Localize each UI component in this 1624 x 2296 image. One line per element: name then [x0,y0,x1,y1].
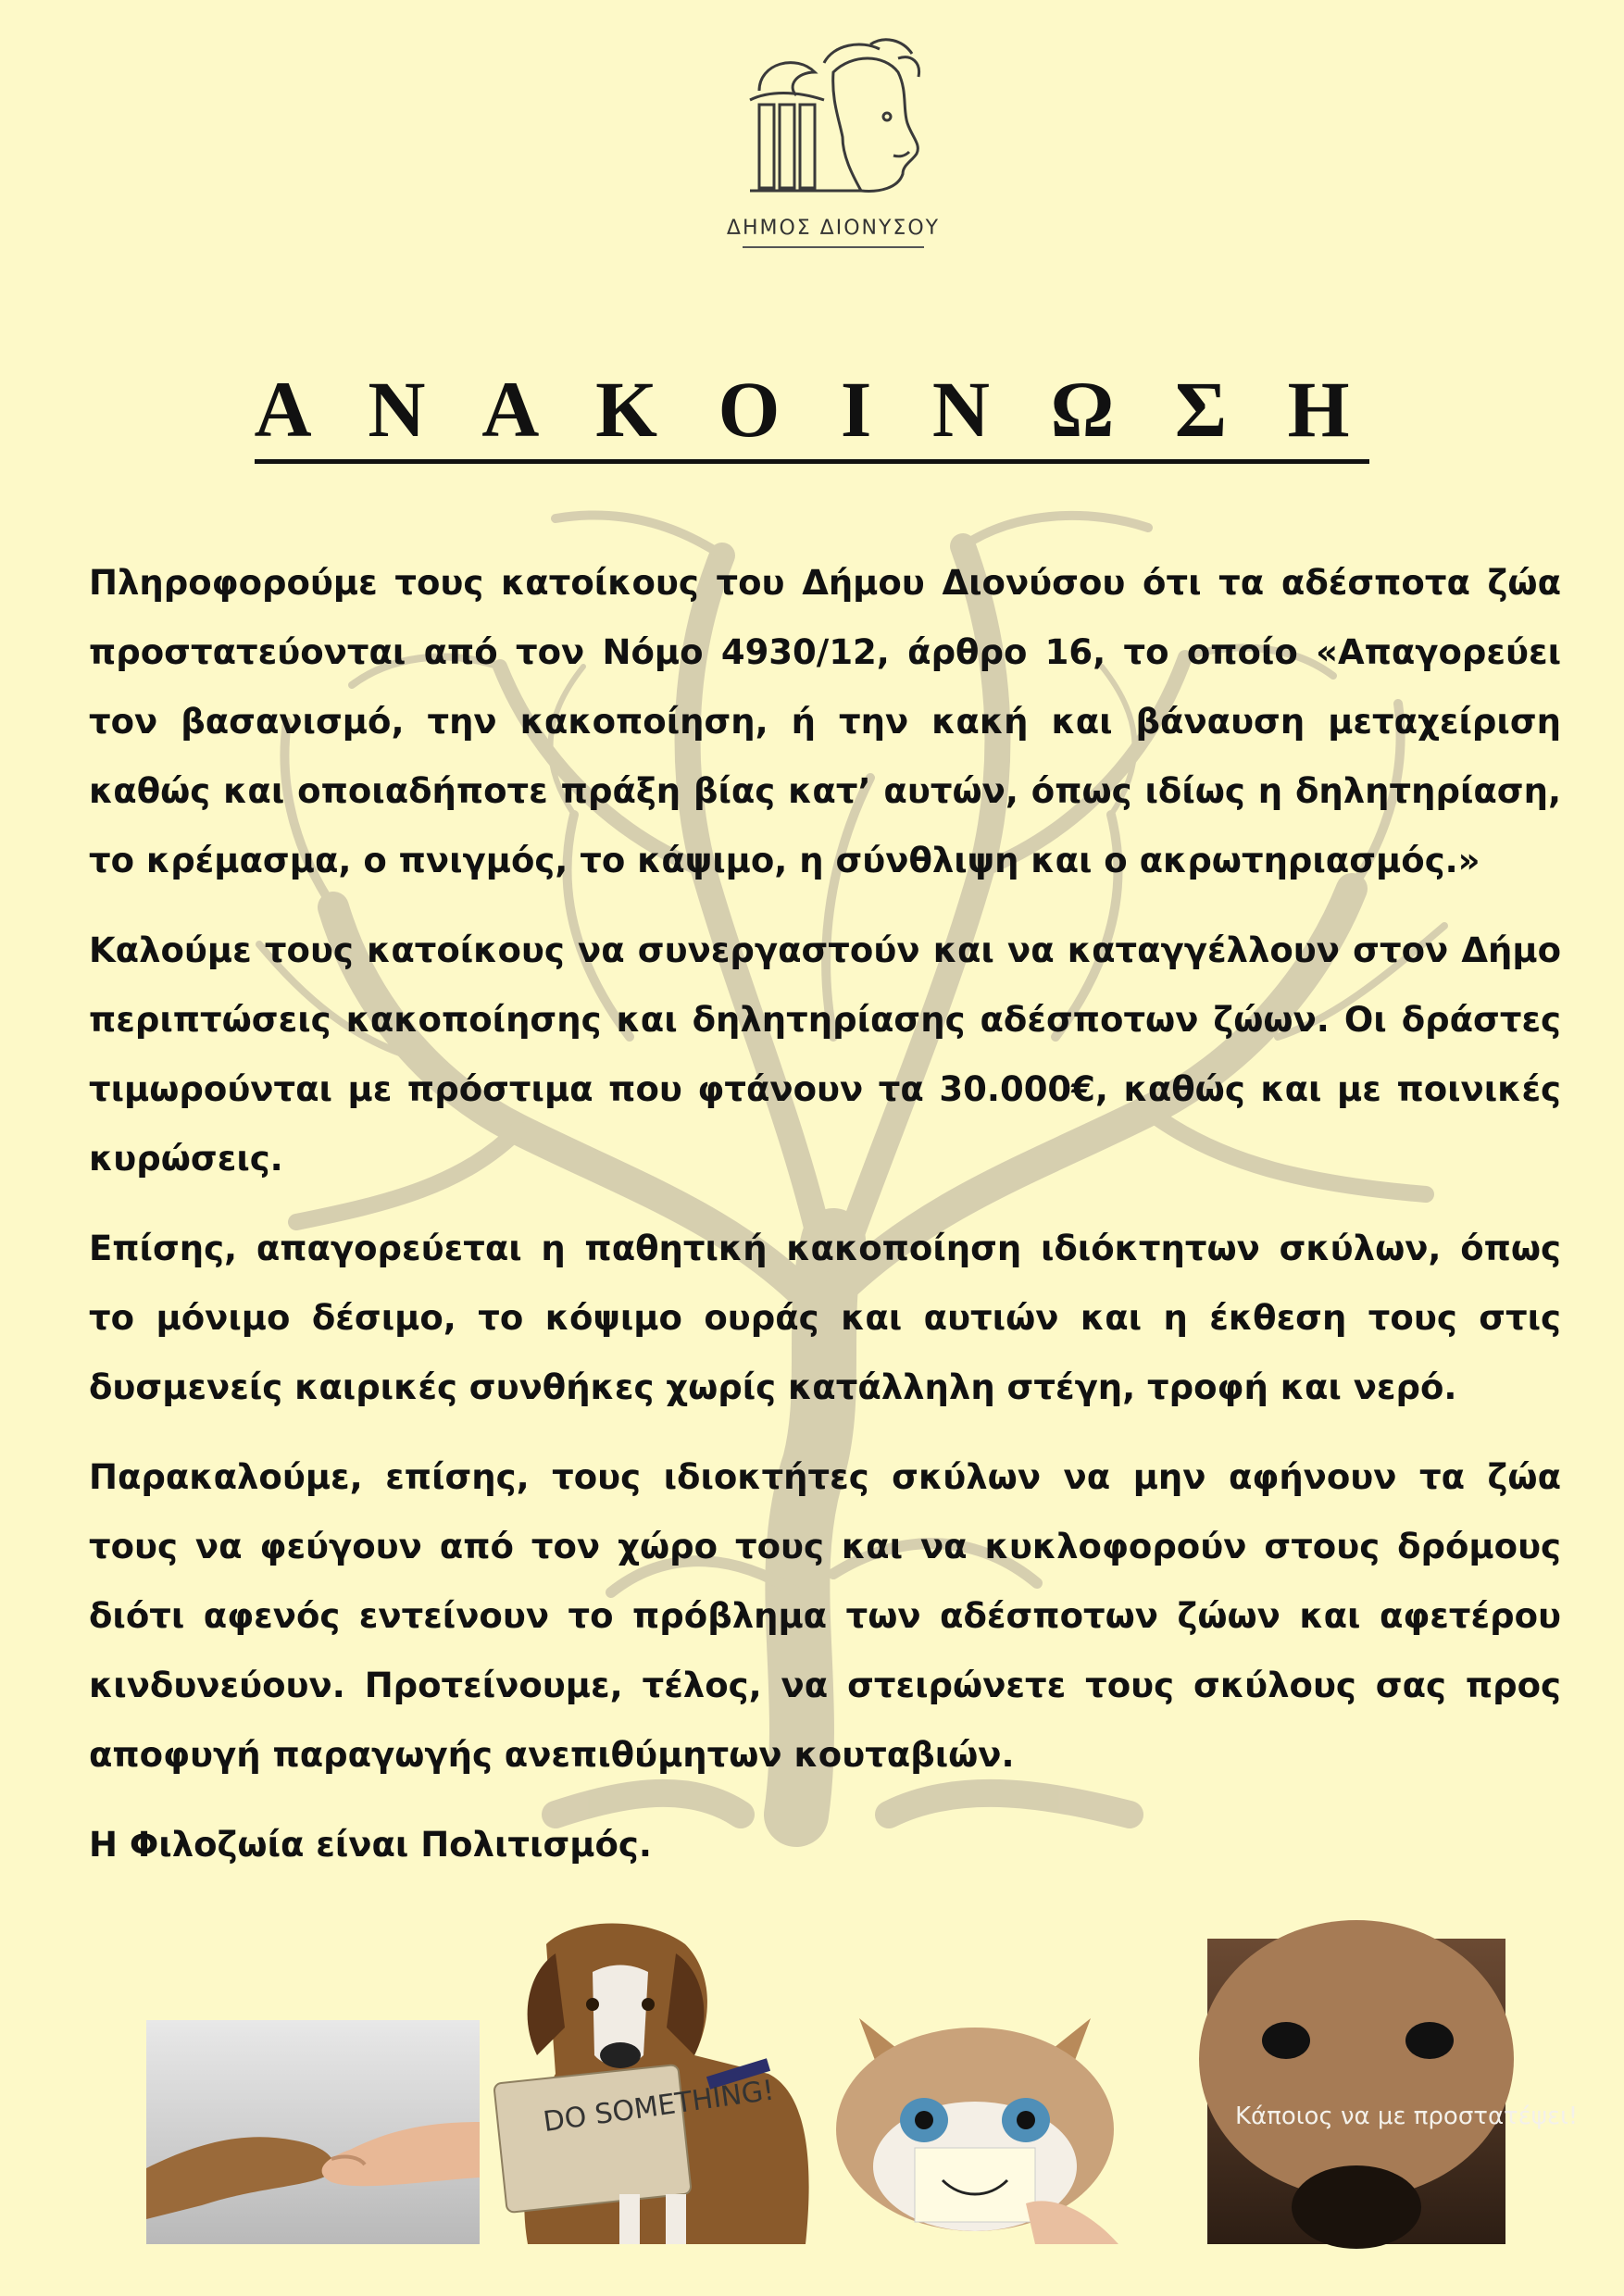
logo-underline [743,246,924,248]
paragraph-report: Καλούμε τους κατοίκους να συνεργαστούν και να καταγγέλλουν στον Δήμο περιπτώσεις κακοποίησης και δηλητηρίασης αδέσποτων ζώων. Οι δράστες τιμωρούνται με πρόστιμα που φτάνουν τα 30.000€, καθώς και με ποινικές κυρώσεις. [89,930,1561,1179]
puppy-caption-text: Κάποιος να με προστατέψει! [1235,2103,1579,2130]
paragraph-owners: Παρακαλούμε, επίσης, τους ιδιοκτήτες σκύλων να μην αφήνουν τα ζώα τους να φεύγουν από τον χώρο τους και να κυκλοφορούν στους δρόμους διότι αφενός εντείνουν το πρόβλημα των αδέσποτων ζώων και αφετέρου κινδυνεύουν. Προτείνουμε, τέλος, να στειρώνετε τους σκύλους σας προς αποφυγή παραγωγής ανεπιθύμητων κουταβιών. [89,1457,1561,1775]
page-title [0,363,1624,464]
municipality-logo [722,35,944,267]
dionysus-head-logo-icon [722,35,944,217]
dog-with-sign-photo [491,1916,815,2244]
page-title-text: Α Ν Α Κ Ο Ι Ν Ω Σ Η [255,366,1370,464]
dog-sign-text: DO SOMETHING! [541,2074,777,2140]
logo-text: ΔΗΜΟΣ ΔΙΟΝΥΣΟΥ [726,217,941,240]
sad-puppy-photo [1207,1939,1579,2244]
kitten-smile-photo [813,1981,1137,2244]
paragraph-slogan: Η Φιλοζωία είναι Πολιτισμός. [89,1825,652,1865]
announcement-body [89,548,1561,1900]
hand-paw-photo [146,2020,480,2244]
paragraph-law: Πληροφορούμε τους κατοίκους του Δήμου Διονύσου ότι τα αδέσποτα ζώα προστατεύονται από τον Νόμο 4930/12, άρθρο 16, το οποίο «Απαγορεύει τον βασανισμό, την κακοποίηση, ή την κακή και βάναυση μεταχείριση καθώς και οποιαδήποτε πράξη βίας κατ’ αυτών, όπως ιδίως η δηλητηρίαση, το κρέμασμα, ο πνιγμός, το κάψιμο, η σύνθλιψη και ο ακρωτηριασμός.» [89,563,1561,880]
paragraph-passive-abuse: Επίσης, απαγορεύεται η παθητική κακοποίηση ιδιόκτητων σκύλων, όπως το μόνιμο δέσιμο, το κόψιμο ουράς και αυτιών και η έκθεση τους στις δυσμενείς καιρικές συνθήκες χωρίς κατάλληλη στέγη, τροφή και νερό. [89,1229,1561,1407]
photo-strip [0,1916,1624,2250]
